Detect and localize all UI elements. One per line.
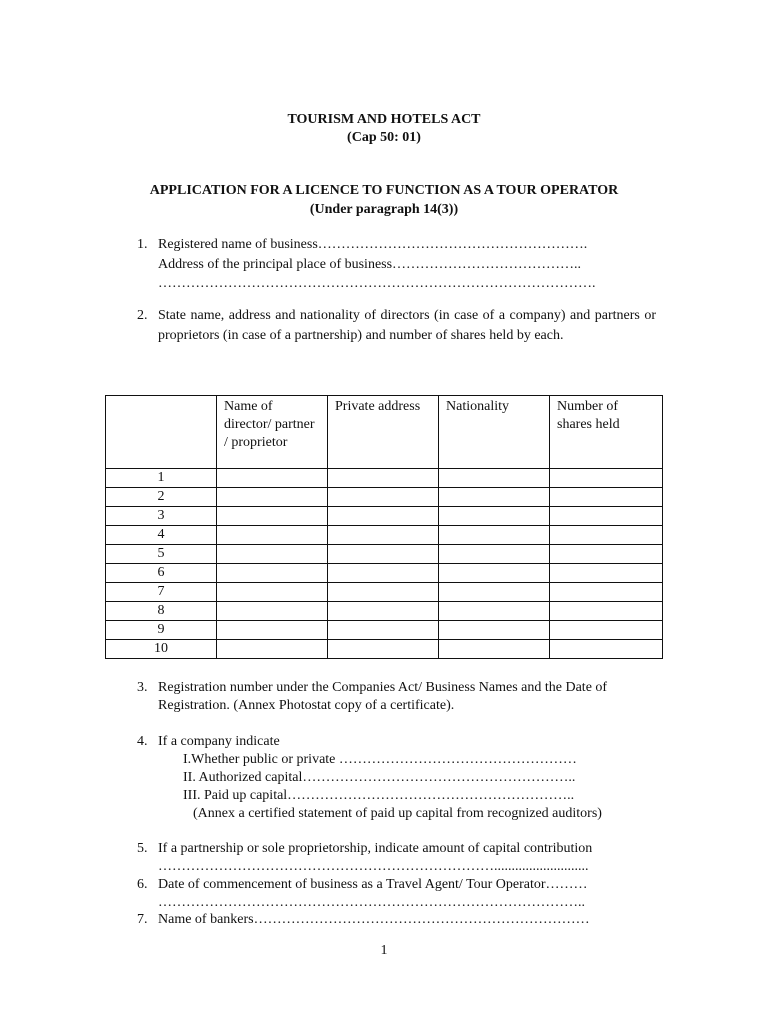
- row-number: 6: [106, 564, 217, 583]
- item-5-line-2: ………………………………………………………………...........................: [158, 859, 589, 874]
- name-cell[interactable]: [217, 621, 328, 640]
- name-cell[interactable]: [217, 488, 328, 507]
- name-cell[interactable]: [217, 545, 328, 564]
- paragraph-reference: (Under paragraph 14(3)): [309, 202, 459, 217]
- address-cell[interactable]: [328, 526, 439, 545]
- row-number: 5: [106, 545, 217, 564]
- row-number: 3: [106, 507, 217, 526]
- shares-cell[interactable]: [550, 469, 663, 488]
- item-4-authorized-capital: II. Authorized capital…………………………………………………..: [183, 770, 576, 785]
- name-cell[interactable]: [217, 507, 328, 526]
- item-4-note: (Annex a certified statement of paid up capital from recognized auditors): [193, 806, 602, 821]
- nationality-cell[interactable]: [439, 583, 550, 602]
- name-cell[interactable]: [217, 526, 328, 545]
- table-row: [106, 564, 663, 583]
- shares-cell[interactable]: [550, 488, 663, 507]
- address-cell[interactable]: [328, 564, 439, 583]
- table-row: [106, 469, 663, 488]
- table-header-row: [106, 396, 663, 469]
- table-row: [106, 526, 663, 545]
- table-row: [106, 602, 663, 621]
- row-number: 2: [106, 488, 217, 507]
- shares-cell[interactable]: [550, 583, 663, 602]
- row-number: 10: [106, 640, 217, 659]
- row-number: 7: [106, 583, 217, 602]
- item-5-number: 5.: [137, 841, 148, 856]
- shares-cell[interactable]: [550, 545, 663, 564]
- nationality-cell[interactable]: [439, 621, 550, 640]
- shares-cell[interactable]: [550, 564, 663, 583]
- nationality-cell[interactable]: [439, 564, 550, 583]
- name-cell[interactable]: [217, 602, 328, 621]
- item-3-line-1: Registration number under the Companies Act/ Business Names and the Date of: [158, 680, 608, 695]
- name-cell[interactable]: [217, 583, 328, 602]
- nationality-cell[interactable]: [439, 602, 550, 621]
- item-3-line-2: Registration. (Annex Photostat copy of a certificate).: [158, 698, 455, 713]
- nationality-cell[interactable]: [439, 545, 550, 564]
- item-6-line-1: Date of commencement of business as a Travel Agent/ Tour Operator………: [158, 877, 588, 892]
- shares-cell[interactable]: [550, 507, 663, 526]
- address-cell[interactable]: [328, 507, 439, 526]
- item-1-address-continuation: ………………………………………………………………………………….: [158, 276, 596, 291]
- table-row: [106, 545, 663, 564]
- page-number: 1: [380, 943, 388, 958]
- shares-cell[interactable]: [550, 602, 663, 621]
- item-6-line-2: ………………………………………………………………………………..: [158, 895, 585, 910]
- act-cap: (Cap 50: 01): [347, 130, 421, 145]
- name-cell[interactable]: [217, 640, 328, 659]
- row-number: 4: [106, 526, 217, 545]
- address-cell[interactable]: [328, 488, 439, 507]
- shares-cell[interactable]: [550, 621, 663, 640]
- nationality-cell[interactable]: [439, 526, 550, 545]
- item-7-number: 7.: [137, 912, 148, 927]
- row-number: 9: [106, 621, 217, 640]
- shares-cell[interactable]: [550, 526, 663, 545]
- nationality-cell[interactable]: [439, 488, 550, 507]
- address-cell[interactable]: [328, 640, 439, 659]
- application-title: APPLICATION FOR A LICENCE TO FUNCTION AS A TOUR OPERATOR: [149, 183, 619, 198]
- item-7-line-1: Name of bankers………………………………………………………………: [158, 912, 590, 927]
- address-cell[interactable]: [328, 621, 439, 640]
- nationality-cell[interactable]: [439, 640, 550, 659]
- row-number: 8: [106, 602, 217, 621]
- item-1-number: 1.: [137, 237, 148, 252]
- address-cell[interactable]: [328, 545, 439, 564]
- directors-table: [105, 395, 663, 659]
- name-cell[interactable]: [217, 469, 328, 488]
- address-cell[interactable]: [328, 602, 439, 621]
- table-row: [106, 583, 663, 602]
- row-number: 1: [106, 469, 217, 488]
- table-row: [106, 621, 663, 640]
- item-4-number: 4.: [137, 734, 148, 749]
- item-4-paid-up-capital: III. Paid up capital……………………………………………………..: [183, 788, 575, 803]
- act-title: TOURISM AND HOTELS ACT: [287, 112, 481, 127]
- shares-cell[interactable]: [550, 640, 663, 659]
- nationality-cell[interactable]: [439, 469, 550, 488]
- item-2-number: 2.: [137, 308, 148, 323]
- item-6-number: 6.: [137, 877, 148, 892]
- table-header-address: Private address: [328, 396, 439, 469]
- table-header-nationality: Nationality: [439, 396, 550, 469]
- item-5-line-1: If a partnership or sole proprietorship, indicate amount of capital contribution: [158, 841, 593, 856]
- item-2-text: State name, address and nationality of directors (in case of a company) and partners or proprietors (in case of a partnership) and number of shares held by each.: [158, 308, 656, 343]
- item-4-public-private: I.Whether public or private ……………………………………………: [183, 752, 577, 767]
- item-1-business-name: Registered name of business………………………………………………….: [158, 237, 588, 252]
- item-4-heading: If a company indicate: [158, 734, 280, 749]
- table-header-index: [106, 396, 217, 469]
- name-cell[interactable]: [217, 564, 328, 583]
- address-cell[interactable]: [328, 583, 439, 602]
- item-1-address: Address of the principal place of business…………………………………..: [158, 257, 582, 272]
- address-cell[interactable]: [328, 469, 439, 488]
- item-3-number: 3.: [137, 680, 148, 695]
- table-header-name: Name of director/ partner / proprietor: [217, 396, 328, 469]
- table-row: [106, 640, 663, 659]
- nationality-cell[interactable]: [439, 507, 550, 526]
- table-row: [106, 488, 663, 507]
- table-row: [106, 507, 663, 526]
- table-header-shares: Number of shares held: [550, 396, 663, 469]
